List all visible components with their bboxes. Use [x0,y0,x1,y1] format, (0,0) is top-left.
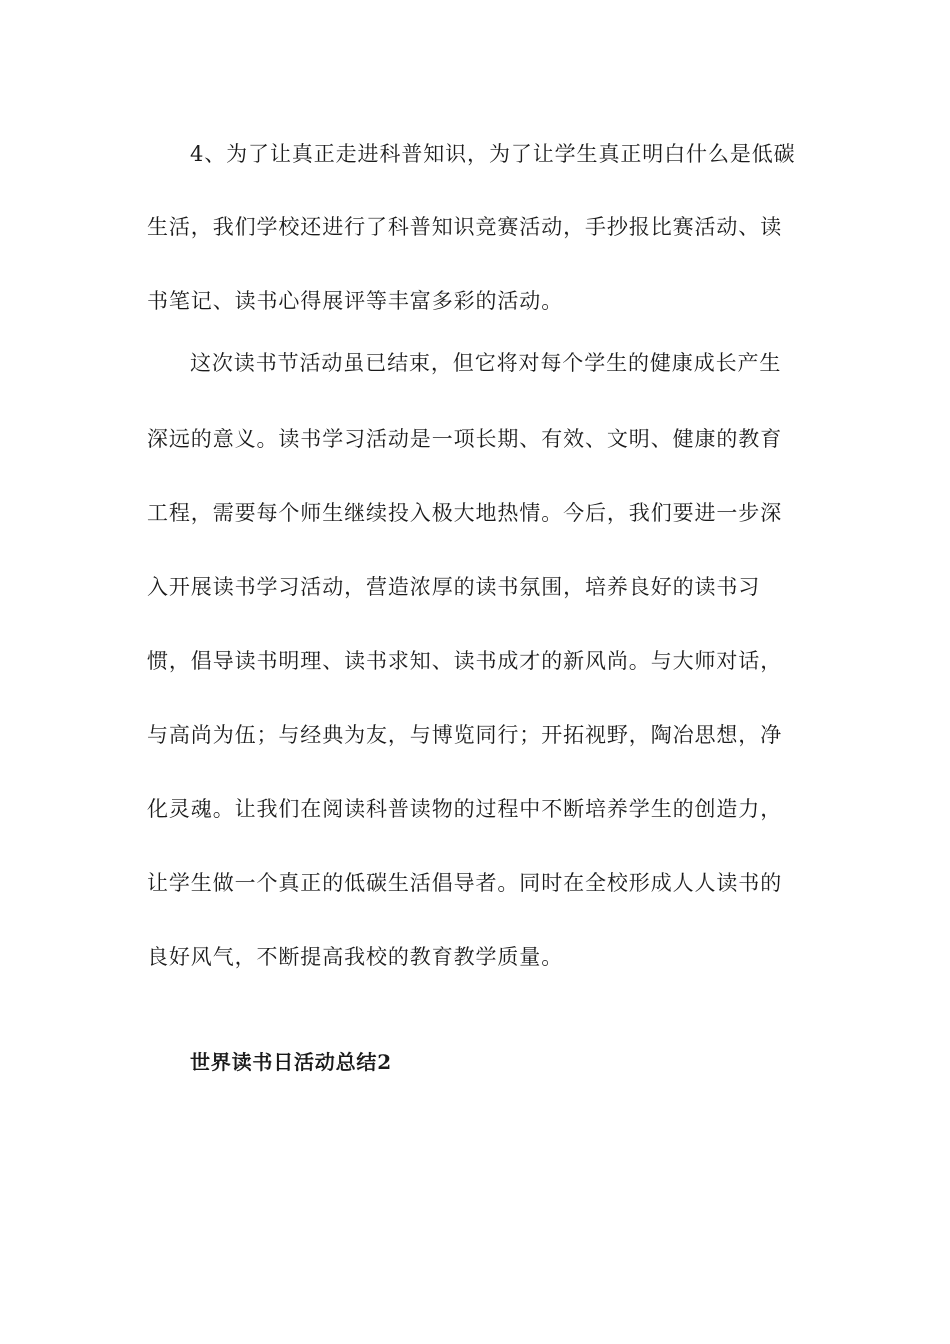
paragraph-2-line-1: 这次读书节活动虽已结束，但它将对每个学生的健康成长产生 [190,351,782,375]
paragraph-2-line-2: 深远的意义。读书学习活动是一项长期、有效、文明、健康的教育 [147,427,783,451]
paragraph-2-line-5: 惯，倡导读书明理、读书求知、读书成才的新风尚。与大师对话， [147,649,783,673]
paragraph-1-line-2: 生活，我们学校还进行了科普知识竞赛活动，手抄报比赛活动、读 [147,215,783,239]
paragraph-2-line-6: 与高尚为伍；与经典为友，与博览同行；开拓视野，陶冶思想，净 [147,723,783,747]
paragraph-2-line-8: 让学生做一个真正的低碳生活倡导者。同时在全校形成人人读书的 [147,871,783,895]
paragraph-2-line-9: 良好风气，不断提高我校的教育教学质量。 [147,945,564,969]
paragraph-2-line-4: 入开展读书学习活动，营造浓厚的读书氛围，培养良好的读书习 [147,575,761,599]
paragraph-1-line-1: 4、为了让真正走进科普知识，为了让学生真正明白什么是低碳 [190,142,796,166]
section-heading: 世界读书日活动总结2 [190,1050,392,1074]
paragraph-2-line-7: 化灵魂。让我们在阅读科普读物的过程中不断培养学生的创造力， [147,797,783,821]
paragraph-1-line-3: 书笔记、读书心得展评等丰富多彩的活动。 [147,289,564,313]
paragraph-2-line-3: 工程，需要每个师生继续投入极大地热情。今后，我们要进一步深 [147,501,783,525]
